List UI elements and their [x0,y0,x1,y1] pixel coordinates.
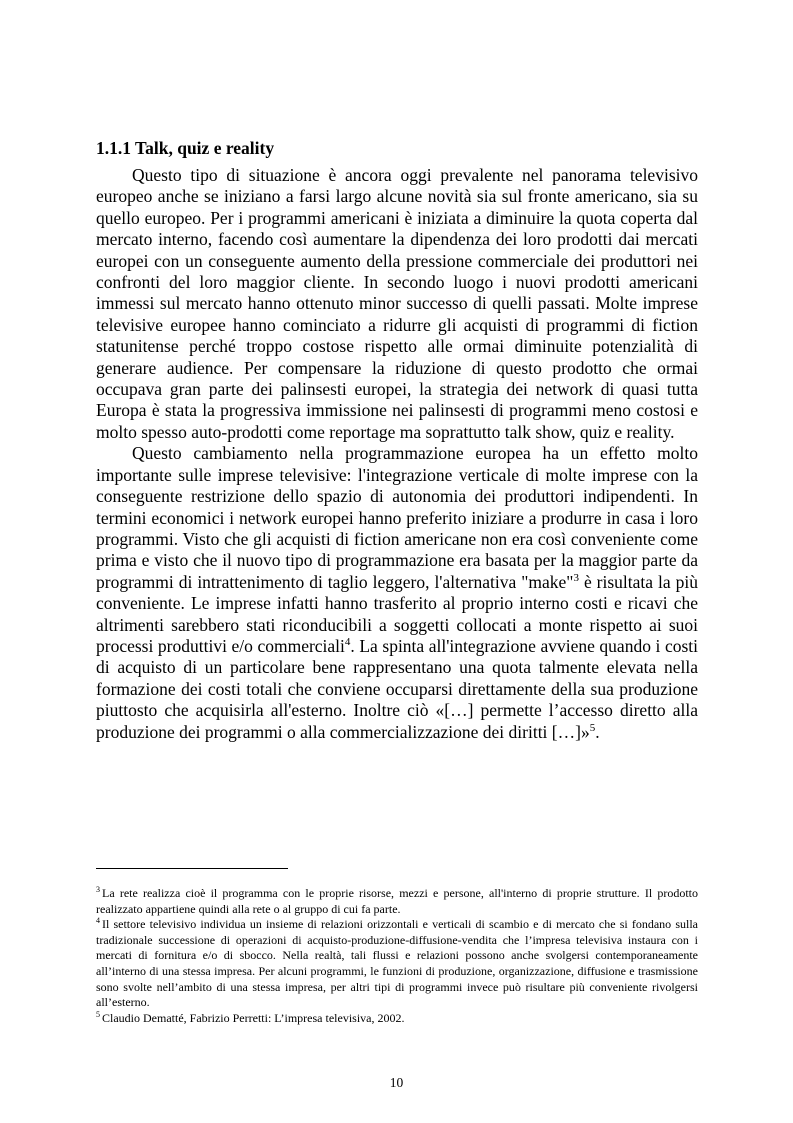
paragraph-2 [96,443,698,743]
footnote-reference-3: 3 [573,571,579,584]
section-heading: 1.1.1 Talk, quiz e reality [96,138,275,158]
footnote-number: 3 [96,885,100,894]
footnote-3 [96,886,698,917]
paragraph-1: Questo tipo di situazione è ancora oggi prevalente nel panorama televisivo europeo anche se iniziano a farsi largo alcune novità sia sul fronte americano, sia su quello europeo. Per i programmi americani è iniziata a diminuire la quota coperta dal mercato interno, facendo così aumentare la dipendenza dei loro prodotti dai mercati europei con un conseguente aumento della pressione commerciale dei produttori nei confronti del loro maggior cliente. In secondo luogo i nuovi prodotti americani immessi sul mercato hanno ottenuto minor successo di quelli passati. Molte imprese televisive europee hanno cominciato a ridurre gli acquisti di programmi di fiction statunitense perché troppo costose rispetto alle ormai diminuite potenzialità di generare audience. Per compensare la riduzione di questo prodotto che ormai occupava gran parte dei palinsesti europei, la strategia dei network di quasi tutta Europa è stata la progressiva immissione nei palinsesti di programmi meno costosi e molto spesso auto-prodotti come reportage ma soprattutto talk show, quiz e reality. [96,165,698,442]
footnote-number: 4 [96,916,100,926]
footnote-separator [96,868,288,869]
paragraph-2-part-1: Questo cambiamento nella programmazione europea ha un effetto molto importante sulle imprese televisive: l'integrazione verticale di molte imprese con la conseguente restrizione dello spazio di autonomia dei produttori indipendenti. In termini economici i network europei hanno preferito iniziare a produrre in casa i loro programmi. Visto che gli acquisti di fiction americane non era così conveniente come prima e visto che il nuovo tipo di programmazione era basata per la maggior parte da programmi di intrattenimento di taglio leggero, l'alternativa "make" [96,443,698,592]
footnote-5 [96,1011,698,1027]
footnote-reference-4: 4 [344,635,351,648]
footnote-text: Claudio Dematté, Fabrizio Perretti: L’impresa televisiva, 2002. [102,1010,405,1025]
footnote-4 [96,917,698,1011]
paragraph-2-part-2: è risultata la più conveniente. Le imprese infatti hanno trasferito al proprio interno costi e ricavi che altrimenti sarebbero stati riconducibili a soggetti collocati a monte rispetto ai suoi processi produttivi e/o commerciali [96,571,698,656]
footnote-reference-5: 5 [589,721,596,734]
footnote-text: Il settore televisivo individua un insieme di relazioni orizzontali e verticali di scambio e di mercato che si fondano sulla tradizionale successione di operazioni di acquisto-produzione-diffusione-vendita che l’impresa televisiva instaura con i mercati di fornitura e/o di sbocco. Nella realtà, tali flussi e relazioni possono anche svolgersi contemporaneamente all’interno di una stessa impresa. Per alcuni programmi, le funzioni di produzione, organizzazione, diffusione e trasmissione sono svolte nell’ambito di una stessa impresa, per altri tipi di programmi invece può risultare più conveniente rivolgersi all’esterno. [96,917,698,1010]
paragraph-2-part-3: . La spinta all'integrazione avviene quando i costi di acquisto di un particolare bene rappresentano una quota talmente elevata nella formazione dei costi totali che conviene occuparsi direttamente della sua produzione piuttosto che acquisirla all'esterno. Inoltre ciò «[…] permette l’accesso diretto alla produzione dei programmi o alla commercializzazione dei diritti […]» [96,635,698,742]
page-number: 10 [389,1075,404,1090]
footnote-number: 5 [96,1009,100,1019]
paragraph-2-part-4: . [595,721,600,742]
footnote-text: La rete realizza cioè il programma con le proprie risorse, mezzi e persone, all'interno di proprie strutture. Il prodotto realizzato appartiene quindi alla rete o al gruppo di cui fa parte. [96,886,698,916]
footnotes [96,886,698,1026]
body-text [96,165,698,743]
